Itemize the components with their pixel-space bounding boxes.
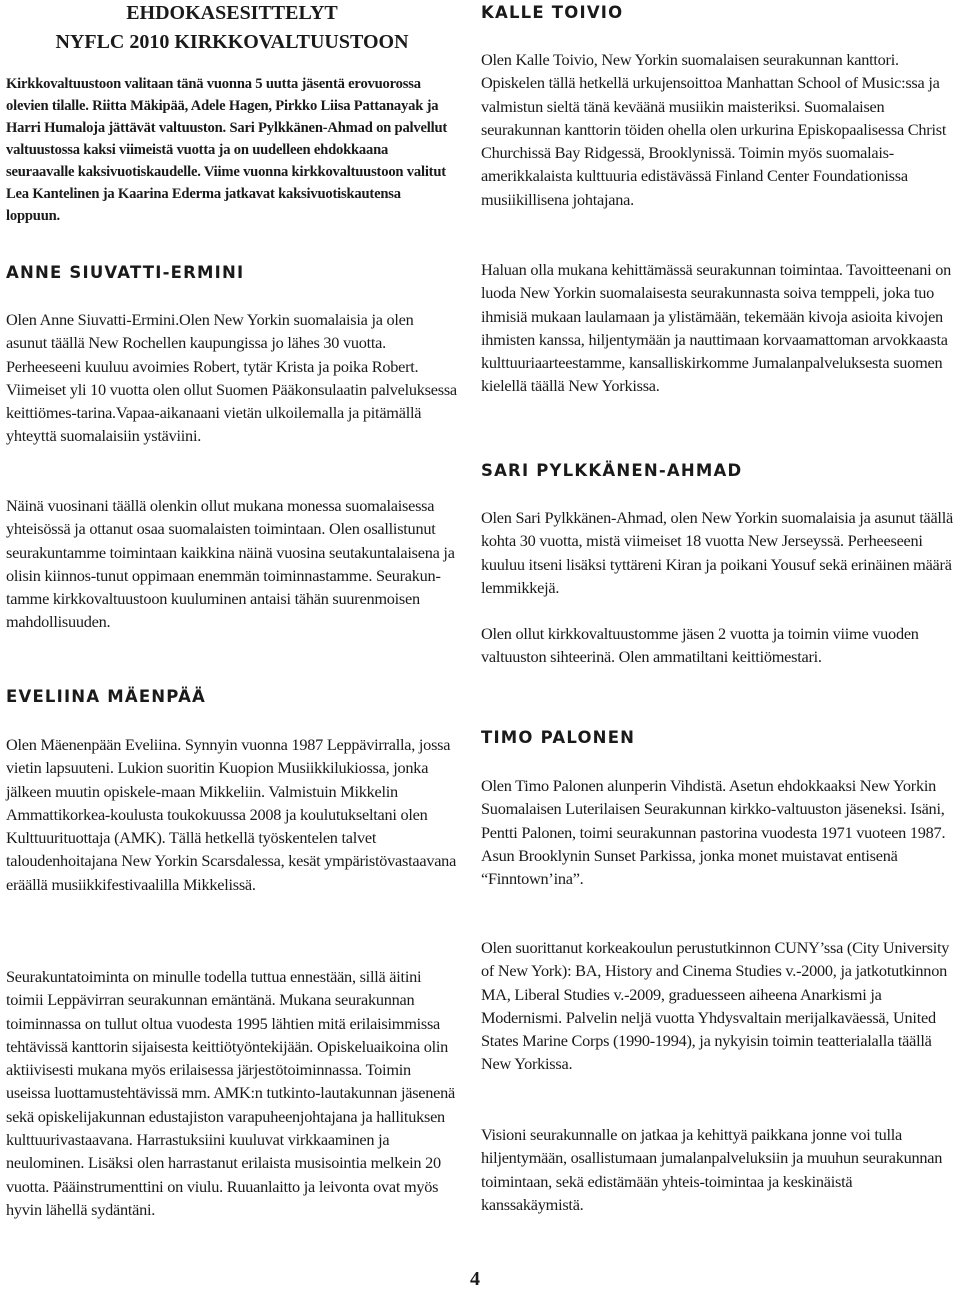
- paragraph: Olen Sari Pylkkänen-Ahmad, olen New Yorkin suomalaisia ja asunut täällä kohta 30 vuotta, mistä viimeiset 18 vuotta New Jerseyssä. Perheeseeni kuuluu itseni lisäksi tyttäreni Kiran ja poikani Yousuf sekä erinäinen määrä lemmikkejä.: [481, 508, 953, 597]
- paragraph: Näinä vuosinani täällä olenkin ollut mukana monessa suomalaisessa yhteisössä ja ottanut osaa suomalaisten toimintaan. Olen osallistunut seurakuntamme toimintaan kaikkina näinä vuosina seutakuntalaisena ja olisin kiinnos-tunut oppimaan enemmän toiminnastamme. Seurakun-tamme kirkkovaltuustoon kuuluminen antaisi tähän suurenmoisen mahdollisuuden.: [6, 496, 455, 632]
- paragraph: Seurakuntatoiminta on minulle todella tuttua ennestään, sillä äitini toimii Leppävirran seurakunnan emäntänä. Mukana seurakunnan toiminnassa on tullut oltua vuodesta 1995 lähtien mitä erilaisimmissa tehtävissä kanttorin sijaisesta keittiötyöntekijään. Opiskeluaikoina olin aktiivisesti mukana myös erilaisessa järjestötoiminnassa. Toimin useissa luottamustehtävissä mm. AMK:n tutkinto-lautakunnan jäsenenä sekä opiskelijakunnan edustajiston varapuheenjohtajana ja hallituksen kulttuurivastaavana. Harrastuksiini kuuluvat virkkaaminen ja neulominen. Lisäksi olen harrastanut erilaista musisointia melkein 20 vuotta. Pääinstrumenttini on viulu. Ruuanlaitto ja leivonta ovat myös hyvin lähellä sydäntäni.: [6, 967, 455, 1219]
- candidate-kalle-text: [481, 48, 957, 211]
- candidate-sari: [481, 460, 957, 482]
- candidate-name: KALLE TOIVIO: [481, 3, 624, 22]
- paragraph: Visioni seurakunnalle on jatkaa ja kehittyä paikkana jonne voi tulla hiljentymään, osallistumaan jumalanpalveluksiin ja muuhun seurakunnan toimintaan, sekä edistämään yhteis-toimintaa ja keskinäistä kanssakäymistä.: [481, 1125, 943, 1214]
- page-title: EHDOKASESITTELYT: [126, 2, 338, 24]
- paragraph: Olen suorittanut korkeakoulun perustutkinnon CUNY’ssa (City University of New York): BA, History and Cinema Studies v.-2000, ja jatkotutkinnon MA, Liberal Studies v.-2009, graduesseen aiheena Anarkismi ja Modernismi. Palvelin neljä vuotta Yhdysvaltain merijalkaväessä, United States Marine Corps (1990-1994), ja nykyisin toimin teatterialalla täällä New Yorkissa.: [481, 938, 950, 1074]
- candidate-eveliina-text: [6, 733, 458, 896]
- candidate-sari-text-2: [481, 622, 957, 669]
- paragraph: Olen Kalle Toivio, New Yorkin suomalaisen seurakunnan kanttori. Opiskelen tällä hetkellä urkujensoittoa Manhattan School of Music:ssa ja valmistun sieltä tänä keväänä musiikin maisteriksi. Suomalaisen seurakunnan kanttorin töiden ohella olen urkurina Episkopaalisessa Christ Churchissä Bay Ridgessä, Brooklynissä. Toimin myös suomalais-amerikkalaista kulttuuria edistävässä Finland Center Foundationissa musiikillisena johtajana.: [481, 50, 947, 209]
- paragraph: Olen Anne Siuvatti-Ermini.Olen New Yorkin suomalaisia ja olen asunut täällä New Rochellen kaupungissa jo lähes 30 vuotta. Perheeseeni kuuluu avoimies Robert, tytär Krista ja poika Robert. Viimeiset yli 10 vuotta olen ollut Suomen Pääkonsulaatin palveluksessa keittiömes-tarina.Vapaa-aikanaani vietän ulkoilemalla ja pitämällä yhteyttä suomalaisiin ystäviini.: [6, 310, 457, 446]
- candidate-kalle-text-2: [481, 258, 957, 398]
- paragraph: Olen ollut kirkkovaltuustomme jäsen 2 vuotta ja toimin viime vuoden valtuuston sihteerinä. Olen ammatiltani keittiömestari.: [481, 624, 919, 667]
- candidate-name: SARI PYLKKÄNEN-AHMAD: [481, 461, 743, 480]
- intro-text: Kirkkovaltuustoon valitaan tänä vuonna 5 uutta jäsentä erovuorossa olevien tilalle. Riitta Mäkipää, Adele Hagen, Pirkko Liisa Pattanayak ja Harri Humaloja jättävät valtuuston. Sari Pylkkänen-Ahmad on palvellut valtuustossa kaksi viimeistä vuotta ja on uudelleen ehdokkaana seuraavalle kaksivuotiskaudelle. Viime vuonna kirkkovaltuustoon valitut Lea Kantelinen ja Kaarina Ederma jatkavat kaksivuotiskautensa loppuun.: [6, 76, 448, 224]
- candidate-name: ANNE SIUVATTI-ERMINI: [6, 263, 245, 282]
- page-number: 4: [470, 1268, 480, 1290]
- page-subtitle: NYFLC 2010 KIRKKOVALTUUSTOON: [55, 31, 409, 53]
- candidate-name: TIMO PALONEN: [481, 728, 636, 747]
- paragraph: Olen Mäenenpään Eveliina. Synnyin vuonna 1987 Leppävirralla, jossa vietin lapsuuteni. Lukion suoritin Kuopion Musiikkilukiossa, jonka jälkeen muutin opiskele-maan Mikkeliin. Valmistuin Mikkelin Ammattikorkea-koulusta toukokuussa 2008 ja koulutukseltani olen Kulttuurituottaja (AMK). Tällä hetkellä työskentelen talvet taloudenhoitajana New Yorkin Scarsdalessa, kesät ympäristövastaavana eräällä musiikkifestivaalilla Mikkelissä.: [6, 735, 457, 894]
- candidate-eveliina-text-2: [6, 965, 458, 1221]
- candidate-anne: [6, 262, 458, 284]
- candidate-timo-text-2: [481, 936, 957, 1076]
- candidate-anne-text-2: [6, 494, 458, 634]
- paragraph: Olen Timo Palonen alunperin Vihdistä. Asetun ehdokkaaksi New Yorkin Suomalaisen Luterilaisen Seurakunnan kirkko-valtuuston jäseneksi. Isäni, Pentti Palonen, toimi seurakunnan pastorina vuodesta 1971 vuoteen 1987. Asun Brooklynin Sunset Parkissa, jonka monet muistavat entisenä “Finntown’ina”.: [481, 776, 946, 889]
- candidate-timo: [481, 727, 957, 749]
- candidate-sari-text: [481, 506, 957, 599]
- candidate-timo-text-3: [481, 1123, 957, 1216]
- intro-section: [6, 0, 458, 227]
- candidate-kalle: [481, 2, 957, 24]
- paragraph: Haluan olla mukana kehittämässä seurakunnan toimintaa. Tavoitteenani on luoda New Yorkin suomalaisesta seurakunnasta soiva temppeli, joka tuo ihmisiä mukaan laulamaan ja ylistämään, tekemään kivoja asioita kivojen ihmisten kanssa, hiljentymään ja nauttimaan korvaamattoman arvokkaasta kulttuuriaarteestamme, kansalliskirkomme Jumalanpalveluksesta suomen kielellä täällä New Yorkissa.: [481, 260, 952, 396]
- candidate-timo-text: [481, 774, 957, 890]
- candidate-anne-text: [6, 308, 458, 448]
- candidate-eveliina: [6, 686, 458, 708]
- candidate-name: EVELIINA MÄENPÄÄ: [6, 687, 207, 706]
